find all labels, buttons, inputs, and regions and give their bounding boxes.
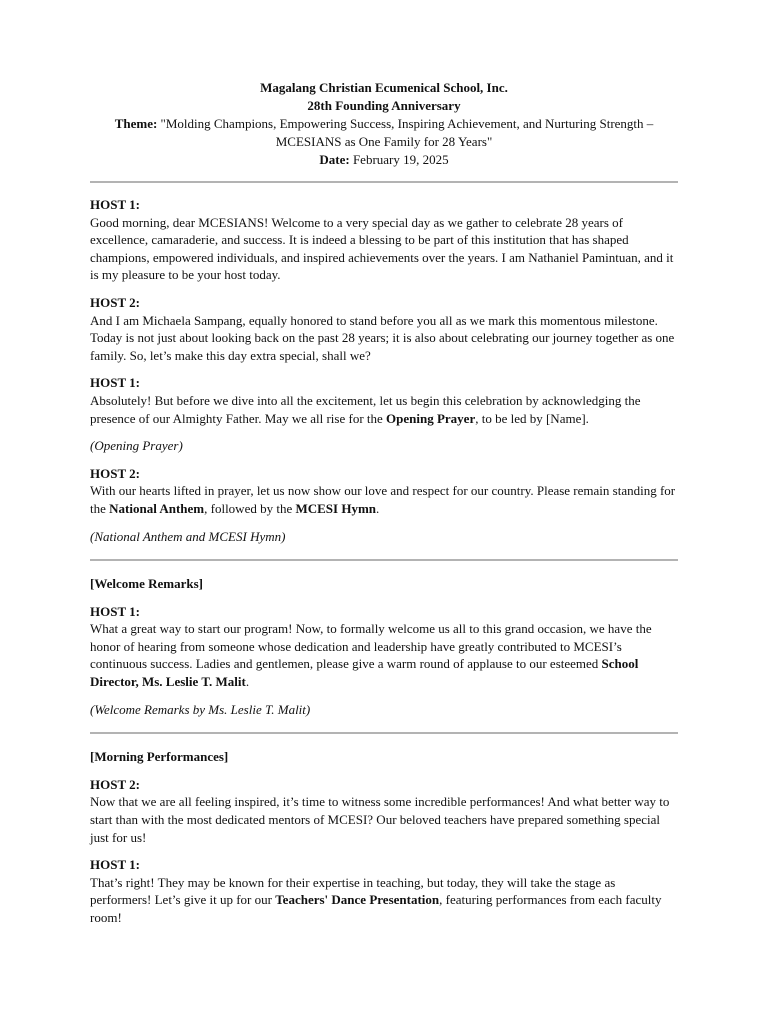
script-block	[90, 776, 678, 846]
speech-text	[90, 392, 678, 427]
theme-label: Theme:	[114, 116, 158, 131]
speech-segment: What a great way to start our program! Now, to formally welcome us all to this grand occasion, we have the honor of hearing from someone whose dedication and leadership have greatly contributed to MCESI’s continuous success. Ladies and gentlemen, please give a warm round of applause to our esteemed	[90, 621, 652, 672]
section-morning-performances	[90, 748, 678, 926]
speaker-label: HOST 1:	[90, 197, 140, 212]
speech-text	[90, 482, 678, 517]
document-header	[90, 79, 678, 169]
speech-segment: That’s right! They may be known for their expertise in teaching, but today, they will take the stage as performers! Let’s give it up for our	[90, 874, 616, 908]
script-block	[90, 294, 678, 364]
stage-direction: (Welcome Remarks by Ms. Leslie T. Malit)	[90, 701, 311, 717]
date-line	[90, 151, 678, 169]
emphasis-text: School Director, Ms. Leslie T. Malit	[90, 656, 639, 690]
section-heading: [Morning Performances]	[90, 749, 229, 765]
script-block	[90, 856, 678, 926]
speech-text: And I am Michaela Sampang, equally honored to stand before you all as we mark this momentous milestone. Today is not just about looking back on the past 28 years; it is also about celebrating our journey together as one family. So, let’s make this day extra special, shall we?	[90, 312, 675, 363]
script-block	[90, 196, 678, 284]
theme-text: "Molding Champions, Empowering Success, Inspiring Achievement, and Nurturing Strength – MCESIANS as One Family for 28 Years"	[160, 116, 654, 149]
section-opening	[90, 196, 678, 545]
emphasis-text: Teachers' Dance Presentation	[275, 892, 440, 908]
speech-segment: Absolutely! But before we dive into all the excitement, let us begin this celebration by acknowledging the presence of our Almighty Father. May we all rise for the	[90, 392, 641, 426]
speech-segment: , featuring performances from each faculty room!	[90, 892, 662, 925]
speaker-label: HOST 2:	[90, 294, 140, 310]
speaker-label: HOST 1:	[90, 857, 140, 873]
divider	[90, 181, 678, 183]
speech-segment: .	[245, 674, 250, 690]
emphasis-text: MCESI Hymn	[295, 500, 377, 516]
speaker-label: HOST 2:	[90, 776, 140, 792]
script-block	[90, 374, 678, 427]
speech-segment: , to be led by [Name].	[475, 410, 589, 426]
speaker-label: HOST 2:	[90, 465, 140, 481]
speech-segment: With our hearts lifted in prayer, let us now show our love and respect for our country. Please remain standing for the	[90, 483, 676, 516]
date-text: February 19, 2025	[352, 152, 449, 167]
speech-segment: , followed by the	[204, 500, 296, 516]
stage-direction: (Opening Prayer)	[90, 438, 183, 454]
school-name: Magalang Christian Ecumenical School, Inc.	[260, 80, 508, 95]
script-block	[90, 465, 678, 518]
divider	[90, 732, 678, 734]
speech-segment: .	[376, 500, 380, 516]
section-heading: [Welcome Remarks]	[90, 576, 203, 592]
stage-direction: (National Anthem and MCESI Hymn)	[90, 528, 286, 544]
speech-text: Now that we are all feeling inspired, it’s time to witness some incredible performances! And what better way to start than with the most dedicated mentors of MCESI? Our beloved teachers have prepared something special just for us!	[90, 794, 670, 845]
speech-text	[90, 620, 678, 690]
theme-line	[90, 115, 678, 151]
speech-text: Good morning, dear MCESIANS! Welcome to a very special day as we gather to celebrate 28 years of excellence, camaraderie, and success. It is indeed a blessing to be part of this institution that has shaped champions, empowered individuals, and inspired achievements over the years. I am Nathaniel Pamintuan, and it is my pleasure to be your host today.	[90, 214, 674, 283]
speech-text	[90, 874, 678, 927]
date-label: Date:	[319, 152, 350, 167]
section-welcome-remarks	[90, 575, 678, 718]
emphasis-text: National Anthem	[109, 500, 205, 516]
emphasis-text: Opening Prayer	[386, 410, 476, 426]
speaker-label: HOST 1:	[90, 375, 140, 391]
speaker-label: HOST 1:	[90, 603, 140, 619]
divider	[90, 559, 678, 561]
script-block	[90, 603, 678, 691]
event-title: 28th Founding Anniversary	[307, 98, 461, 113]
